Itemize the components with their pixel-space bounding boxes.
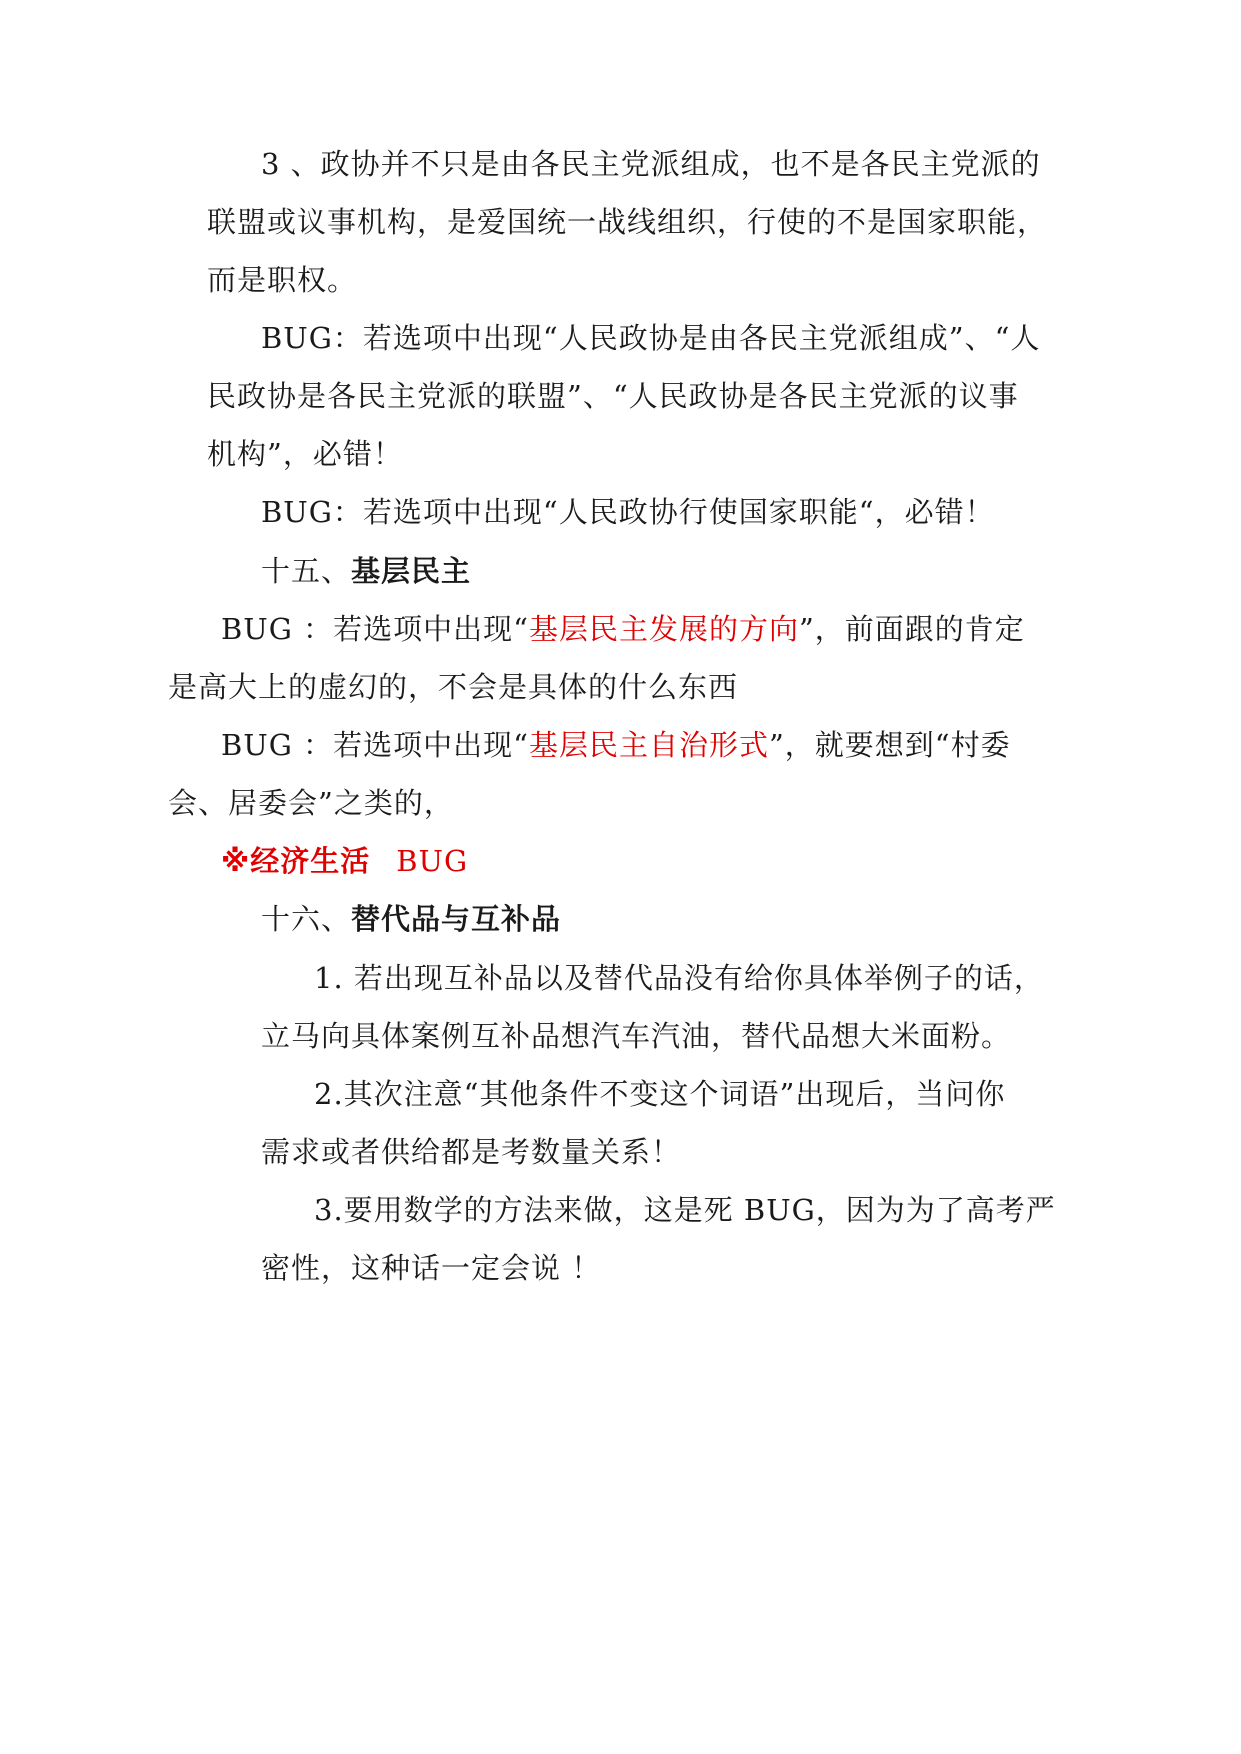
bug-note-3-tail: ”，前面跟的肯定 — [798, 612, 1025, 646]
bug-note-3-lead: BUG ：若选项中出现“ — [221, 612, 529, 646]
item-2-line-1: 2.其次注意“其他条件不变这个词语”出现后，当问你 — [314, 1077, 1006, 1111]
section-16-heading — [261, 899, 561, 939]
bug-note-4-line-1 — [221, 725, 1011, 765]
bug-note-1-line-3: 机构”，必错！ — [207, 437, 403, 471]
item-1-line-1: 1. 若出现互补品以及替代品没有给你具体举例子的话， — [314, 961, 1044, 995]
paragraph-3-line-3: 而是职权。 — [207, 263, 358, 297]
section-15-title: 基层民主 — [351, 554, 472, 588]
bug-note-4-lead: BUG ：若选项中出现“ — [221, 728, 529, 762]
bug-note-2: BUG：若选项中出现“人民政协行使国家职能“，必错！ — [261, 495, 995, 529]
bug-note-3-line-2: 是高大上的虚幻的，不会是具体的什么东西 — [168, 670, 739, 704]
item-3-line-2: 密性，这种话一定会说 ！ — [261, 1251, 602, 1285]
paragraph-3-line-1: 3 、政协并不只是由各民主党派组成，也不是各民主党派的 — [261, 147, 1041, 181]
economics-heading — [221, 841, 468, 881]
economics-heading-bug: BUG — [396, 844, 469, 878]
bug-note-4-highlight: 基层民主自治形式 — [528, 728, 769, 762]
item-2-line-2: 需求或者供给都是考数量关系！ — [261, 1135, 682, 1169]
bug-note-4-line-2: 会、居委会”之类的， — [168, 786, 454, 820]
section-16-title: 替代品与互补品 — [351, 902, 562, 936]
bug-note-1-line-2: 民政协是各民主党派的联盟”、“人民政协是各民主党派的议事 — [207, 379, 1019, 413]
bug-note-1-line-1: BUG：若选项中出现“人民政协是由各民主党派组成”、“人 — [261, 321, 1041, 355]
item-1-line-2: 立马向具体案例互补品想汽车汽油，替代品想大米面粉。 — [261, 1019, 1012, 1053]
section-15-heading — [261, 551, 471, 591]
bug-note-3-highlight: 基层民主发展的方向 — [528, 612, 799, 646]
economics-heading-title: ※经济生活 — [221, 844, 371, 878]
bug-note-3-line-1 — [221, 609, 1025, 649]
paragraph-3-line-2: 联盟或议事机构，是爱国统一战线组织，行使的不是国家职能， — [207, 205, 1048, 239]
item-3-line-1: 3.要用数学的方法来做，这是死 BUG，因为为了高考严 — [314, 1193, 1056, 1227]
bug-note-4-tail: ”，就要想到“村委 — [768, 728, 1011, 762]
section-15-number: 十五、 — [261, 554, 352, 588]
section-16-number: 十六、 — [261, 902, 352, 936]
